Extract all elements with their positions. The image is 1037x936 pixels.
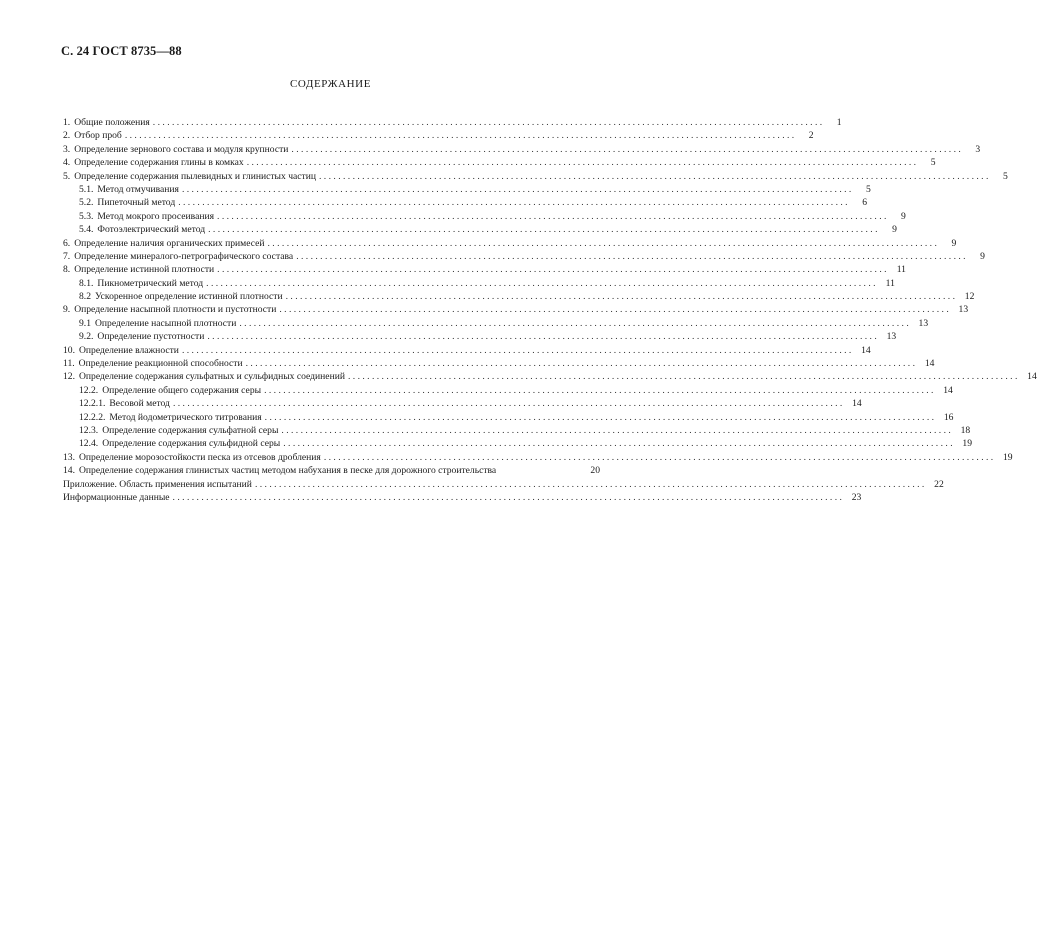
toc-entry-title: Определение содержания глинистых частиц методом набухания в песке для дорожного строительства xyxy=(79,465,497,477)
toc-entry-title: Определение влажности xyxy=(79,344,179,356)
toc-leader-dots: ............................................................................................................................................ xyxy=(283,438,955,450)
toc-entry-page: 18 xyxy=(960,424,971,436)
toc-entry-number: 14. xyxy=(63,465,75,477)
toc-entry-title: Общие положения xyxy=(74,117,150,128)
toc-entry-page: 12 xyxy=(964,291,975,303)
toc-entry-number: 9.2. xyxy=(79,331,94,343)
toc-entry-title: Приложение. Область применения испытаний xyxy=(63,478,252,490)
toc-entry-number: 11. xyxy=(63,358,75,370)
toc-entry xyxy=(63,170,1008,183)
toc-entry-page: 11 xyxy=(885,277,895,289)
page-header: С. 24 ГОСТ 8735—88 xyxy=(61,44,182,58)
toc-leader-dots: ............................................................................................................................................ xyxy=(239,317,912,329)
toc-entry-title: Определение содержания сульфатных и сульфидных соединений xyxy=(79,371,345,383)
toc-entry xyxy=(63,330,897,343)
toc-entry xyxy=(63,464,600,477)
toc-entry-number: 12.2.1. xyxy=(79,398,106,410)
toc-entry-page: 14 xyxy=(924,358,935,370)
toc-entry-number: 5. xyxy=(63,170,71,182)
toc-entry xyxy=(63,156,936,169)
toc-entry xyxy=(63,370,1037,383)
toc-entry-title: Определение пустотности xyxy=(97,331,205,343)
toc-entry-title: Метод отмучивания xyxy=(97,183,179,195)
toc-leader-dots: ............................................................................................................................................ xyxy=(264,411,937,423)
toc-entry xyxy=(63,397,862,410)
toc-entry-title: Определение общего содержания серы xyxy=(102,384,262,396)
toc-entry-number: 12.2. xyxy=(79,384,99,396)
toc-entry-title: Определение содержания глины в комках xyxy=(74,157,244,169)
toc-leader-dots: ............................................................................................................................................ xyxy=(172,398,845,410)
toc-entry-page: 14 xyxy=(943,384,953,396)
toc-leader-dots: ............................................................................................................................................ xyxy=(172,491,845,503)
toc-entry-number: 10. xyxy=(63,344,75,356)
toc-entry-title: Пикнометрический метод xyxy=(97,277,204,289)
toc-entry xyxy=(63,116,842,129)
toc-entry-title: Ускоренное определение истинной плотности xyxy=(95,291,283,303)
toc-leader-dots: ............................................................................................................................................ xyxy=(264,384,936,396)
toc-entry xyxy=(63,437,972,450)
toc-entry-page: 14 xyxy=(861,344,871,356)
toc-entry-number: 8. xyxy=(63,264,71,276)
toc-entry xyxy=(63,303,969,316)
toc-entry-page: 13 xyxy=(886,331,897,343)
toc-entry xyxy=(63,143,981,156)
toc-entry-page: 13 xyxy=(918,317,929,329)
toc-entry xyxy=(63,384,953,397)
toc-entry xyxy=(63,237,957,250)
toc-leader-dots: ............................................................................................................................................ xyxy=(296,250,968,262)
toc-entry-page: 14 xyxy=(852,398,862,410)
toc-entry-title: Определение насыпной плотности и пустотности xyxy=(74,304,277,316)
toc-leader-dots: ............................................................................................................................................ xyxy=(323,451,996,463)
toc-entry-title: Метод мокрого просеивания xyxy=(97,210,215,222)
toc-entry-number: 12.3. xyxy=(79,424,99,436)
toc-leader-dots: ............................................................................................................................................ xyxy=(181,344,854,356)
toc-leader-dots: ............................................................................................................................................ xyxy=(124,130,797,142)
toc-leader-dots: ............................................................................................................................................ xyxy=(181,183,854,195)
toc-entry xyxy=(63,451,1013,464)
toc-entry-page: 3 xyxy=(975,143,981,155)
toc-entry-title: Отбор проб xyxy=(74,130,122,142)
toc-leader-dots: ............................................................................................................................................ xyxy=(178,197,850,209)
toc-entry-title: Определение содержания пылевидных и глинистых частиц xyxy=(74,170,316,182)
toc-leader-dots: ............................................................................................................................................ xyxy=(245,358,918,370)
toc-entry-page: 13 xyxy=(958,304,969,316)
toc-entry-number: 2. xyxy=(63,130,71,142)
toc-entry-page: 16 xyxy=(943,411,954,423)
toc-entry-number: 12.2.2. xyxy=(79,411,106,423)
toc-leader-dots: ............................................................................................................................................ xyxy=(152,117,825,128)
toc-entry xyxy=(63,478,944,491)
toc-entry-page: 5 xyxy=(1002,170,1008,182)
toc-entry-title: Определение минералого-петрографического состава xyxy=(74,250,294,262)
toc-entry-number: 13. xyxy=(63,451,75,463)
toc-entry-title: Метод йодометрического титрования xyxy=(109,411,262,423)
toc-entry xyxy=(63,424,971,437)
toc-entry-title: Пипеточный метод xyxy=(97,197,176,209)
toc-entry xyxy=(63,250,985,263)
toc-entry xyxy=(63,210,906,223)
toc-entry-page: 14 xyxy=(1027,371,1037,383)
toc-entry xyxy=(63,277,895,290)
toc-entry-number: 5.4. xyxy=(79,224,94,236)
toc-leader-dots: ............................................................................................................................................ xyxy=(285,291,958,303)
toc-entry xyxy=(63,263,906,276)
toc-entry-page: 11 xyxy=(896,264,906,276)
toc-entry-title: Определение морозостойкости песка из отсевов дробления xyxy=(79,451,321,463)
toc-leader-dots: ............................................................................................................................................ xyxy=(279,304,952,316)
toc-entry-number: 12.4. xyxy=(79,438,99,450)
toc-leader-dots: ............................................................................................................................................ xyxy=(207,331,880,343)
toc-entry-page: 5 xyxy=(865,183,871,195)
toc-entry-page: 19 xyxy=(962,438,972,450)
toc-leader-dots: ............................................................................................................................................ xyxy=(206,277,878,289)
toc-leader-dots: ............................................................................................................................................ xyxy=(208,224,880,236)
toc-entry-number: 8.1. xyxy=(79,277,94,289)
toc-entry-title: Весовой метод xyxy=(109,398,170,410)
toc-leader-dots: ............................................................................................................................................ xyxy=(281,424,954,436)
toc-entry-title: Определение истинной плотности xyxy=(74,264,215,276)
toc-entry-number: 9.1 xyxy=(79,317,91,329)
toc-leader-dots: ............................................................................................................................................ xyxy=(217,210,889,222)
toc-entry xyxy=(63,290,975,303)
toc-entry xyxy=(63,491,862,504)
toc-entry-title: Информационные данные xyxy=(63,491,170,503)
toc-entry-title: Определение содержания сульфидной серы xyxy=(102,438,281,450)
toc-entry-page: 9 xyxy=(951,237,957,249)
toc-entry xyxy=(63,344,871,357)
toc-title: СОДЕРЖАНИЕ xyxy=(289,78,372,90)
toc-entry-page: 20 xyxy=(590,465,600,477)
toc-entry-page: 22 xyxy=(934,478,944,490)
toc-entry xyxy=(63,196,867,209)
toc-entry-title: Определение зернового состава и модуля крупности xyxy=(74,143,289,155)
toc-leader-dots: ............................................................................................................................................ xyxy=(246,157,919,169)
toc-leader-dots: ............................................................................................................................................ xyxy=(319,170,991,182)
toc-leader-dots: ............................................................................................................................................ xyxy=(347,371,1020,383)
toc-leader-dots: ............................................................................................................................................ xyxy=(217,264,889,276)
toc-entry-title: Фотоэлектрический метод xyxy=(97,224,206,236)
toc-entry-number: 3. xyxy=(63,143,71,155)
toc-entry-title: Определение содержания сульфатной серы xyxy=(102,424,279,436)
toc-entry-page: 9 xyxy=(980,250,985,262)
toc-entry-number: 5.2. xyxy=(79,197,94,209)
toc-entry-number: 12. xyxy=(63,371,75,383)
toc-leader-dots: ............................................................................................................................................ xyxy=(254,478,927,490)
table-of-contents xyxy=(63,116,1037,504)
toc-entry xyxy=(63,317,929,330)
toc-entry xyxy=(63,129,814,142)
toc-entry-number: 5.1. xyxy=(79,183,94,195)
toc-entry-number: 4. xyxy=(63,157,71,169)
toc-entry-number: 7. xyxy=(63,250,71,262)
toc-entry-page: 5 xyxy=(930,157,936,169)
toc-entry-page: 1 xyxy=(836,117,842,128)
toc-entry xyxy=(63,357,935,370)
toc-entry-page: 19 xyxy=(1003,451,1013,463)
toc-entry-number: 1. xyxy=(63,117,71,128)
toc-entry-page: 9 xyxy=(892,224,897,236)
toc-entry xyxy=(63,223,897,236)
toc-entry xyxy=(63,183,871,196)
toc-entry-page: 6 xyxy=(862,197,867,209)
toc-entry-number: 5.3. xyxy=(79,210,94,222)
toc-entry-page: 23 xyxy=(851,491,862,503)
toc-entry xyxy=(63,411,954,424)
toc-entry-page: 9 xyxy=(901,210,906,222)
toc-leader-dots: ............................................................................................................................................ xyxy=(291,143,964,155)
toc-entry-title: Определение насыпной плотности xyxy=(95,317,237,329)
toc-entry-number: 9. xyxy=(63,304,71,316)
toc-entry-title: Определение наличия органических примесей xyxy=(74,237,265,249)
toc-entry-number: 8.2 xyxy=(79,291,91,303)
toc-entry-title: Определение реакционной способности xyxy=(78,358,243,370)
toc-entry-page: 2 xyxy=(808,130,814,142)
toc-leader-dots: ............................................................................................................................................ xyxy=(267,237,940,249)
toc-entry-number: 6. xyxy=(63,237,71,249)
